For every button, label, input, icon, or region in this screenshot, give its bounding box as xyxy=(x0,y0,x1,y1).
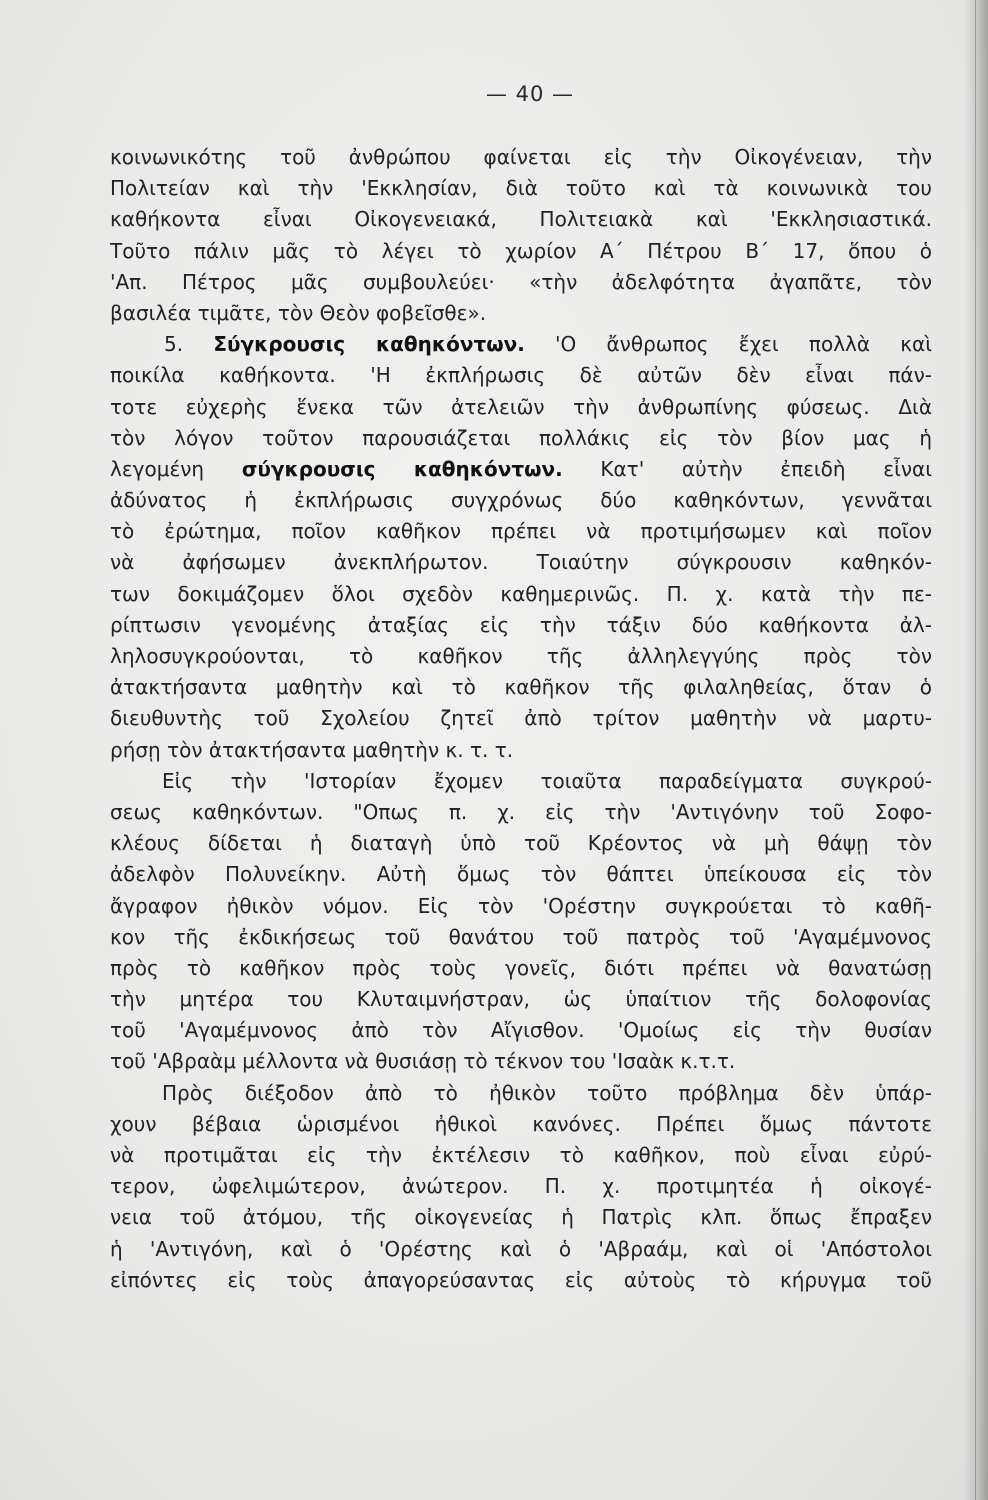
text-line: 'Απ. Πέτρος μᾶς συμβουλεύει· «τὴν ἀδελφότητα ἀγαπᾶτε, τὸν xyxy=(110,269,932,294)
text-line: σεως καθηκόντων. "Οπως π. χ. εἰς τὴν 'Αντιγόνην τοῦ Σοφο- xyxy=(110,799,932,824)
text-line: διευθυντὴς τοῦ Σχολείου ζητεῖ ἀπὸ τρίτον μαθητὴν νὰ μαρτυ- xyxy=(110,706,932,731)
text-line: ἀδελφὸν Πολυνείκην. Αὐτὴ ὅμως τὸν θάπτει ὑπείκουσα εἰς τὸν xyxy=(110,862,932,887)
text-line: ληλοσυγκρούονται, τὸ καθῆκον τῆς ἀλληλεγγύης πρὸς τὸν xyxy=(110,644,932,668)
page-number: — 40 — xyxy=(485,82,575,106)
emphasis-term: σύγκρουσις καθηκόντων. xyxy=(241,456,563,481)
section-number: 5. xyxy=(164,332,184,357)
section-heading-line xyxy=(110,329,932,360)
text-line: ρήσῃ τὸν ἀτακτήσαντα μαθητὴν κ. τ. τ. xyxy=(110,737,514,762)
text-line: τερον, ὠφελιμώτερον, ἀνώτερον. Π. χ. προτιμητέα ἡ οἰκογέ- xyxy=(110,1174,932,1199)
emphasis-prefix: λεγομένη xyxy=(110,456,242,481)
text-line: ἄγραφον ἠθικὸν νόμον. Εἰς τὸν 'Ορέστην συγκρούεται τὸ καθῆ- xyxy=(110,893,932,918)
text-line: νὰ ἀφήσωμεν ἀνεκπλήρωτον. Τοιαύτην σύγκρουσιν καθηκόν- xyxy=(110,550,932,575)
text-line: κλέους δίδεται ἡ διαταγὴ ὑπὸ τοῦ Κρέοντος νὰ μὴ θάψῃ τὸν xyxy=(110,831,932,856)
text-line: πρὸς τὸ καθῆκον πρὸς τοὺς γονεῖς, διότι πρέπει νὰ θανατώσῃ xyxy=(110,955,932,980)
text-line: καθήκοντα εἶναι Οἰκογενειακά, Πολιτειακὰ καὶ 'Εκκλησιαστικά. xyxy=(110,207,932,232)
text-line: κον τῆς ἐκδικήσεως τοῦ θανάτου τοῦ πατρὸς τοῦ 'Αγαμέμνονος xyxy=(110,924,932,949)
text-line: Πολιτείαν καὶ τὴν 'Εκκλησίαν, διὰ τοῦτο καὶ τὰ κοινωνικὰ του xyxy=(110,176,932,201)
section-title: Σύγκρουσις καθηκόντων. xyxy=(213,332,525,357)
text-line: κοινωνικότης τοῦ ἀνθρώπου φαίνεται εἰς τὴν Οἰκογένειαν, τὴν xyxy=(110,145,932,169)
text-line: βασιλέα τιμᾶτε, τὸν Θεὸν φοβεῖσθε». xyxy=(110,300,487,325)
page-edge-line xyxy=(975,0,976,1500)
text-line: εἰπόντες εἰς τοὺς ἀπαγορεύσαντας εἰς αὐτοὺς τὸ κήρυγμα τοῦ xyxy=(110,1267,932,1292)
text-line: Εἰς τὴν 'Ιστορίαν ἔχομεν τοιαῦτα παραδείγματα συγκρού- xyxy=(162,768,932,793)
text-line: τὸ ἐρώτημα, ποῖον καθῆκον πρέπει νὰ προτιμήσωμεν καὶ ποῖον xyxy=(110,519,932,544)
emphasis-suffix: Κατ' αὐτὴν ἐπειδὴ εἶναι xyxy=(562,456,932,481)
text-line: Πρὸς διέξοδον ἀπὸ τὸ ἠθικὸν τοῦτο πρόβλημα δὲν ὑπάρ- xyxy=(162,1080,932,1105)
text-line: ἀτακτήσαντα μαθητὴν καὶ τὸ καθῆκον τῆς φιλαληθείας, ὅταν ὁ xyxy=(110,675,932,700)
page-edge-shadow xyxy=(964,0,988,1500)
text-line: τὸν λόγον τοῦτον παρουσιάζεται πολλάκις εἰς τὸν βίον μας ἡ xyxy=(110,425,932,450)
text-line: νὰ προτιμᾶται εἰς τὴν ἐκτέλεσιν τὸ καθῆκον, ποὺ εἶναι εὐρύ- xyxy=(110,1143,932,1167)
text-line: των δοκιμάζομεν ὅλοι σχεδὸν καθημερινῶς. Π. χ. κατὰ τὴν πε- xyxy=(110,581,932,606)
emphasis-line xyxy=(110,454,932,485)
text-line: νεια τοῦ ἀτόμου, τῆς οἰκογενείας ἡ Πατρὶς κλπ. ὅπως ἔπραξεν xyxy=(110,1205,932,1230)
text-line: ἡ 'Αντιγόνη, καὶ ὁ 'Ορέστης καὶ ὁ 'Αβραάμ, καὶ οἱ 'Απόστολοι xyxy=(110,1236,932,1261)
text-line: τοῦ 'Αγαμέμνονος ἀπὸ τὸν Αἴγισθον. 'Ομοίως εἰς τὴν θυσίαν xyxy=(110,1018,932,1043)
text-line: ρίπτωσιν γενομένης ἀταξίας εἰς τὴν τάξιν δύο καθήκοντα ἀλ- xyxy=(110,612,932,637)
text-line: ἀδύνατος ἡ ἐκπλήρωσις συγχρόνως δύο καθηκόντων, γεννᾶται xyxy=(110,488,932,513)
text-line: τοῦ 'Αβραὰμ μέλλοντα νὰ θυσιάσῃ τὸ τέκνον του 'Ισαὰκ κ.τ.τ. xyxy=(110,1049,736,1074)
text-line: τοτε εὐχερὴς ἕνεκα τῶν ἀτελειῶν τὴν ἀνθρωπίνης φύσεως. Διὰ xyxy=(110,394,932,419)
text-line: Τοῦτο πάλιν μᾶς τὸ λέγει τὸ χωρίον Α΄ Πέτρου Β΄ 17, ὅπου ὁ xyxy=(110,238,932,263)
section-text: 'Ο ἄνθρωπος ἔχει πολλὰ καὶ xyxy=(524,332,933,357)
body-text xyxy=(110,142,932,1296)
text-line: τὴν μητέρα του Κλυταιμνήστραν, ὡς ὑπαίτιον τῆς δολοφονίας xyxy=(110,987,932,1012)
text-line: ποικίλα καθήκοντα. 'Η ἐκπλήρωσις δὲ αὐτῶν δὲν εἶναι πάν- xyxy=(110,363,932,388)
text-line: χουν βέβαια ὡρισμένοι ἠθικοὶ κανόνες. Πρέπει ὅμως πάντοτε xyxy=(110,1111,932,1136)
